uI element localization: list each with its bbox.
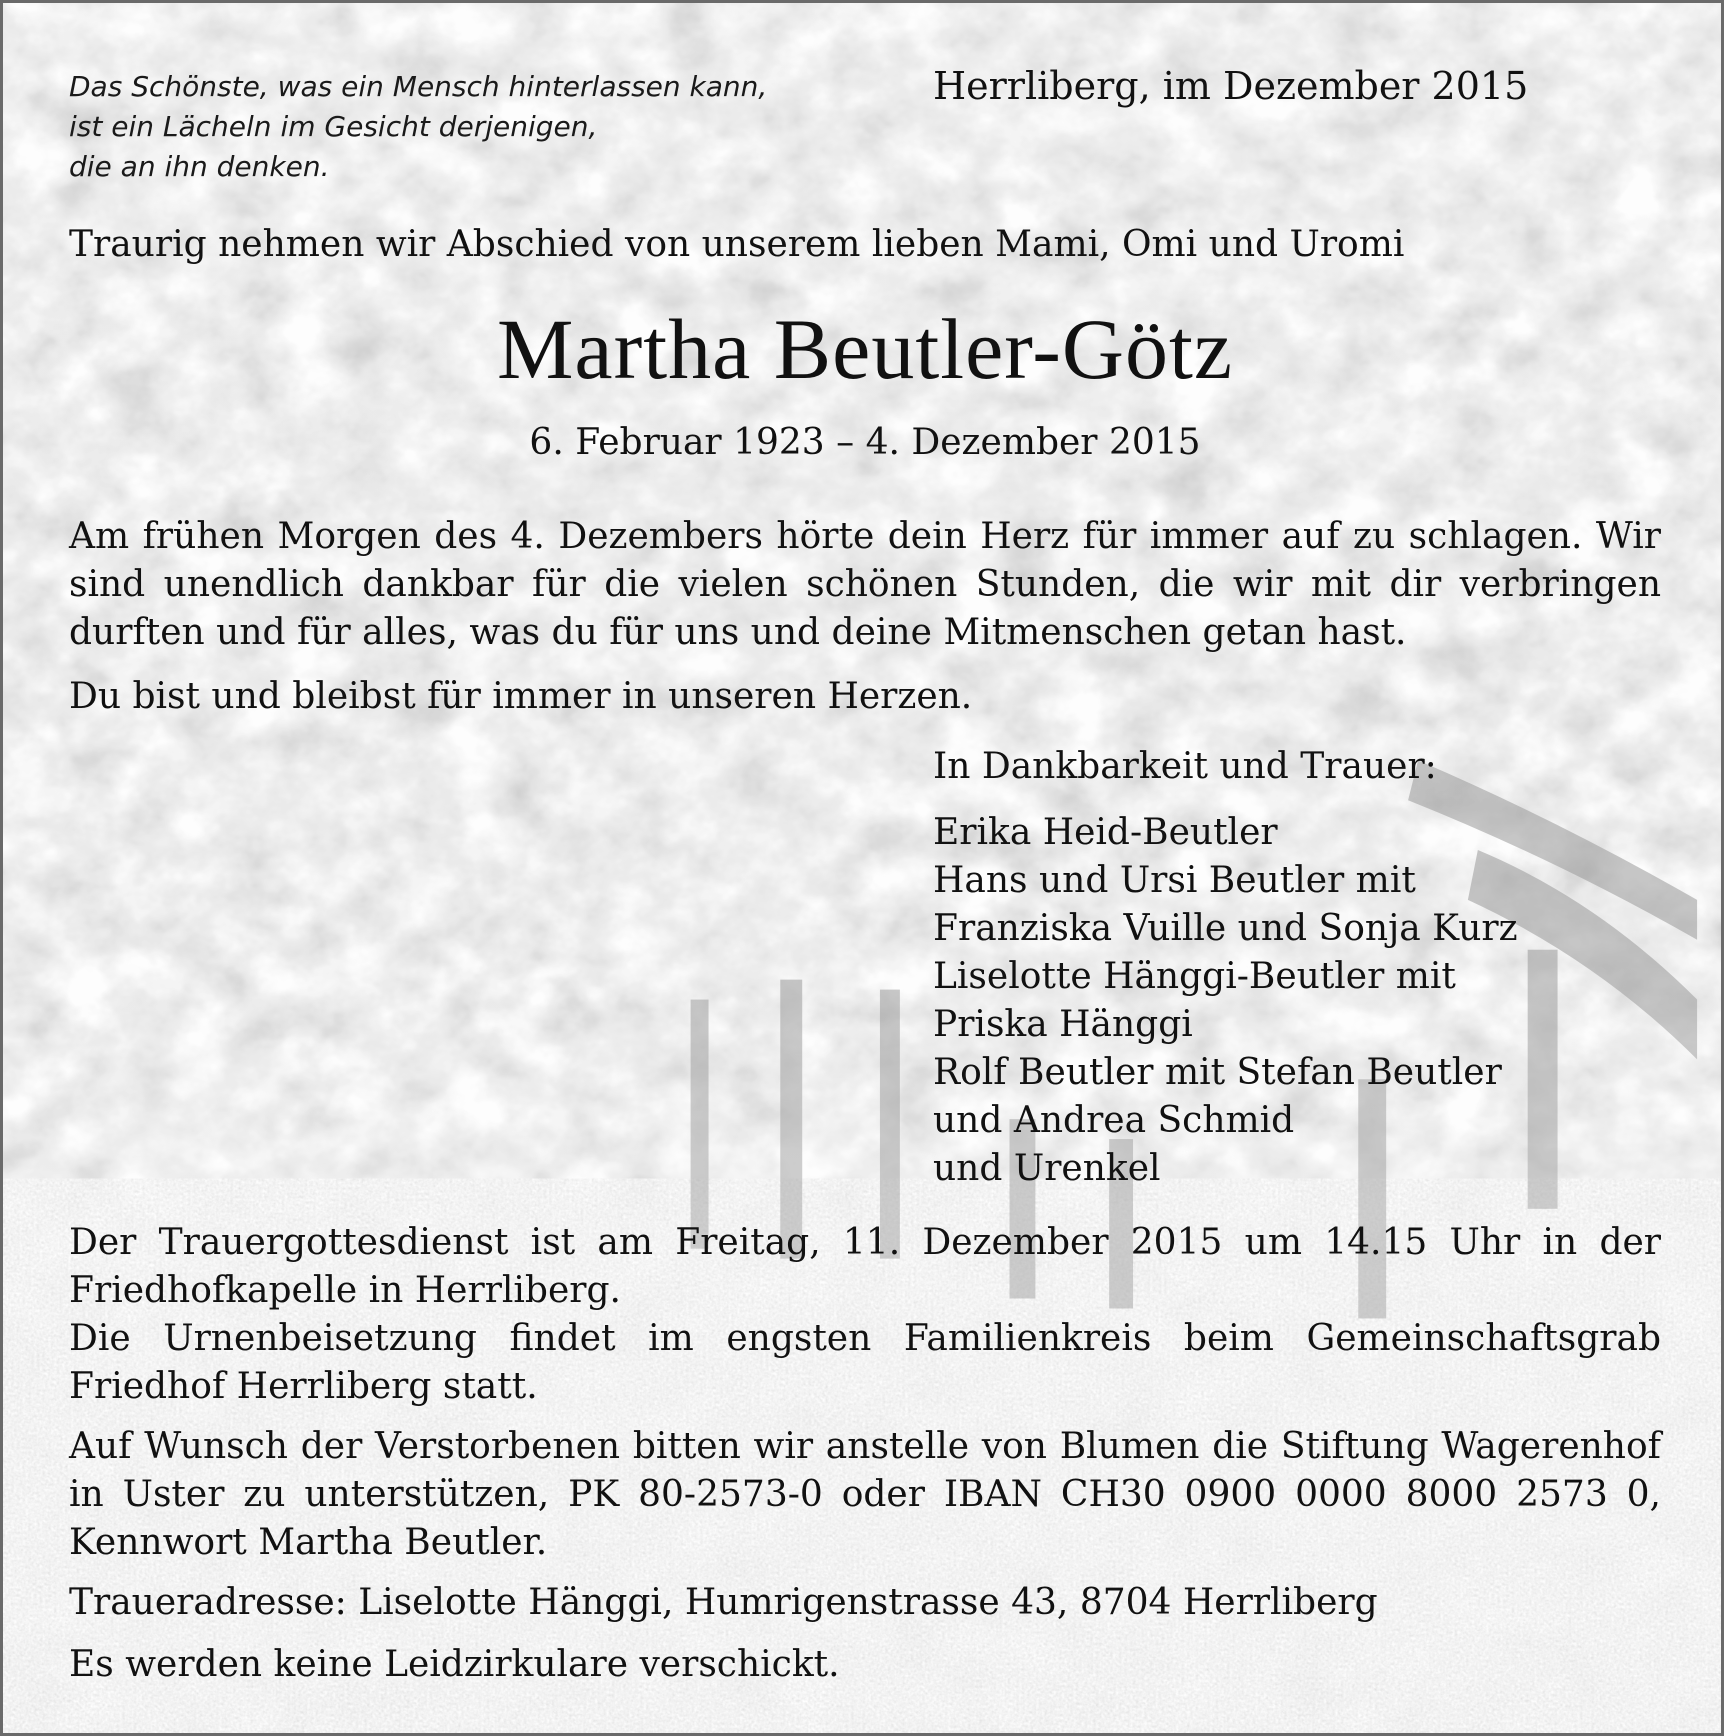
life-dates: 6. Februar 1923 – 4. Dezember 2015	[529, 422, 1201, 463]
mourners-block	[933, 743, 1518, 1193]
mourner-line: Rolf Beutler mit Stefan Beutler	[933, 1052, 1502, 1093]
donation-request: Auf Wunsch der Verstorbenen bitten wir anstelle von Blumen die Stiftung Wagerenhof in Uster zu unterstützen, PK 80-2573-0 oder IBAN CH30 0900 0000 8000 2573 0, Kennwort Martha Beutler.	[69, 1426, 1661, 1563]
deceased-name: Martha Beutler-Götz	[496, 301, 1234, 397]
motto-quote	[69, 67, 809, 187]
place-and-date: Herrliberg, im Dezember 2015	[933, 64, 1529, 108]
mourning-address: Traueradresse: Liselotte Hänggi, Humrigenstrasse 43, 8704 Herrliberg	[69, 1582, 1378, 1623]
intro-line: Traurig nehmen wir Abschied von unserem lieben Mami, Omi und Uromi	[69, 224, 1405, 265]
mourner-line: Erika Heid-Beutler	[933, 812, 1278, 853]
motto-line-3: die an ihn denken.	[69, 150, 330, 183]
mourner-line: Hans und Ursi Beutler mit	[933, 860, 1416, 901]
motto-line-2: ist ein Lächeln im Gesicht derjenigen,	[69, 110, 598, 143]
notice-content	[3, 3, 1721, 1733]
mourner-line: Priska Hänggi	[933, 1004, 1193, 1045]
mourner-line: und Urenkel	[933, 1148, 1161, 1189]
urn-burial-info: Die Urnenbeisetzung findet im engsten Familienkreis beim Gemeinschaftsgrab Friedhof Herrliberg statt.	[69, 1318, 1661, 1407]
no-circulars-note: Es werden keine Leidzirkulare verschickt.	[69, 1644, 840, 1685]
remembrance-line: Du bist und bleibst für immer in unseren Herzen.	[69, 676, 973, 717]
motto-line-1: Das Schönste, was ein Mensch hinterlassen kann,	[69, 70, 768, 103]
farewell-paragraph: Am frühen Morgen des 4. Dezembers hörte dein Herz für immer auf zu schlagen. Wir sind unendlich dankbar für die vielen schönen Stunden, die wir mit dir verbringen durften und für alles, was du für uns und deine Mitmenschen getan hast.	[69, 516, 1661, 653]
mourner-line: und Andrea Schmid	[933, 1100, 1295, 1141]
mourner-line: Liselotte Hänggi-Beutler mit	[933, 956, 1456, 997]
mourner-line: Franziska Vuille und Sonja Kurz	[933, 908, 1518, 949]
mourners-heading: In Dankbarkeit und Trauer:	[933, 746, 1437, 787]
funeral-service-info: Der Trauergottesdienst ist am Freitag, 11. Dezember 2015 um 14.15 Uhr in der Friedhofkapelle in Herrliberg.	[69, 1222, 1661, 1311]
